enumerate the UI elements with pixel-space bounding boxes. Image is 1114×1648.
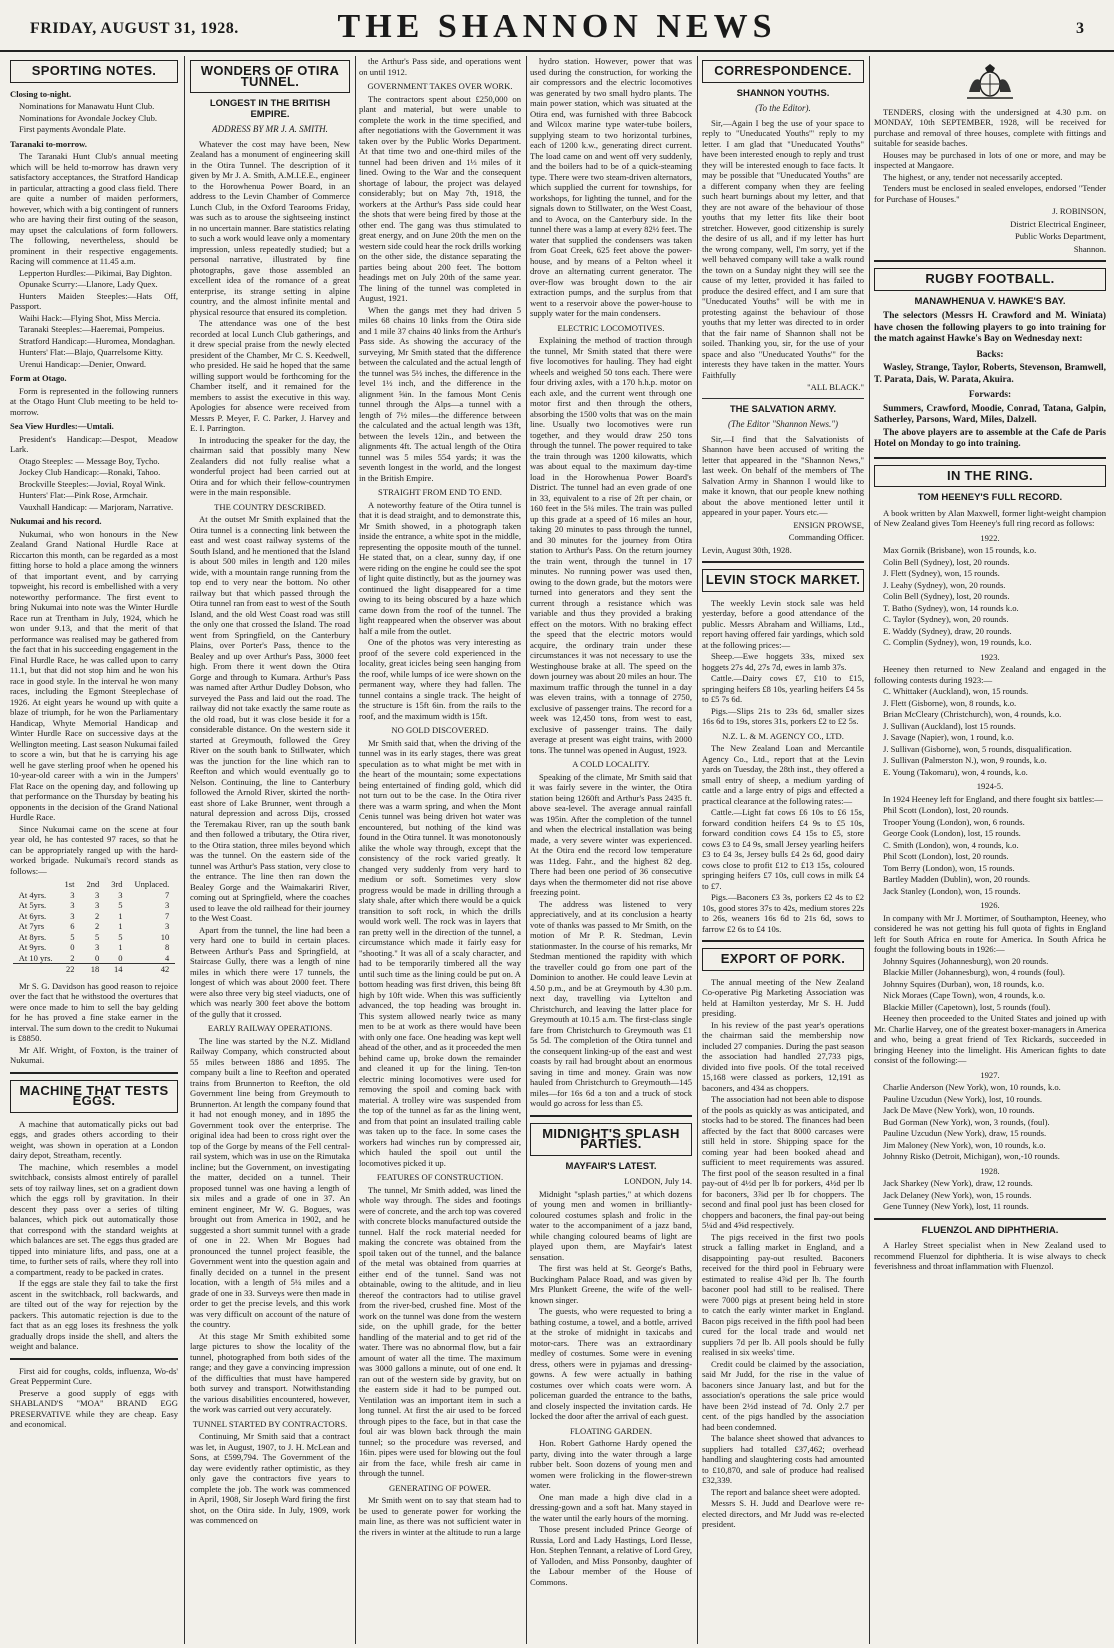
table-cell: At 10 yrs. bbox=[18, 952, 53, 963]
paragraph: ELECTRIC LOCOMOTIVES. bbox=[557, 322, 665, 333]
ensign-signature: ENSIGN PROWSE, bbox=[793, 519, 864, 530]
table-cell: 7 bbox=[164, 889, 170, 900]
otira-subheading: LONGEST IN THE BRITISH EMPIRE. bbox=[209, 98, 331, 120]
paragraph: The machine, which resembles a model switchback, consists almost entirely of parallel sets of toy railway lines, set on a gradient down which the eggs roll by gravitation. In their descent they pass over a series of tilting balances, which pick out automatically those that correspond with the standard weights at which balances are set. The eggs thus graded are tipped into miniature lifts, and pass, one at a time, to further sets of rails, where they roll into a compartment, ready to be packed in crates. bbox=[10, 1161, 178, 1277]
paragraph: J. Savage (Napier), won, 1 round, k.o. bbox=[883, 732, 1014, 742]
paragraph: 1928. bbox=[980, 1165, 1000, 1176]
table-cell: 3 bbox=[70, 889, 75, 900]
paragraph: 1922. bbox=[980, 532, 1000, 543]
table-cell: 1 bbox=[118, 942, 123, 952]
paragraph: Colin Bell (Sydney), lost, 20 rounds. bbox=[883, 556, 1010, 567]
otira-byline: ADDRESS BY MR J. A. SMITH. bbox=[212, 124, 328, 134]
paragraph: Shannon. bbox=[1073, 243, 1106, 254]
table-cell: 1 bbox=[118, 921, 123, 931]
paragraph: The contractors spent about £250,000 on plant and material, but were unable to complete the work in the time specified, and after negotiations with the Government it was taken over by the Public Works Department. At that time two and one-third miles of the tunnel had been driven and 1⅓ miles of it lined. Owing to the War and the consequent shortage of labour, the project was delayed considerably; but on May 7th, 1918, the workers at the Arthur's Pass side could hear the shots that were being fired by those at the other end. The gang was thus stimulated to great energy, and on June 20th the men on the western side could hear the rock drills working on the other side, the distance separating the parties being about 200 feet. The bottom headings met on July 20th of the same year. The lining of the tunnel was completed in August, 1921. bbox=[359, 93, 521, 303]
paragraph: Apart from the tunnel, the line had been a very hard one to build in certain places. Between Arthur's Pass and Springfield, at Staircase Gully, there was a length of nine miles in which there were 17 tunnels, the longest of which was about 2000 feet. There were also three very big steel viaducts, one of which was nearly 300 feet above the bottom of the gully that it crossed. bbox=[190, 924, 350, 1019]
paragraph: The New Zealand Loan and Mercantile Agency Co., Ltd., report that at the Levin yards on Tuesday, the 28th inst., they offered a small entry of sheep, a medium yarding of cattle and a large entry of pigs and effected a practical clearance at the following rates:— bbox=[702, 743, 864, 806]
paragraph: Hunters' Flat:—Pink Rose, Armchair. bbox=[19, 490, 148, 500]
divider bbox=[10, 1358, 178, 1360]
paragraph: The selectors (Messrs H. Crawford and M. Winiata) have chosen the following players to go into training for the match against Hawke's Bay on Wednesday next: bbox=[874, 311, 1106, 344]
paragraph: Midnight "splash parties," at which dozens of young men and women in brilliantly-coloured costumes splash and frolic in the water to the accompaniment of a jazz band, while changing coloured beams of light are played upon them, are Mayfair's latest sensation. bbox=[530, 1188, 692, 1262]
egg-machine-body bbox=[10, 1119, 178, 1352]
paragraph: Explaining the method of traction through the tunnel, Mr Smith stated that there were five locomotives for hauling. They had eight wheels and weighed 50 tons each. There were four driving axles, with a 170 h.h.p. motor on each axle, and the current went through one motor first and then through the others, absorbing the 1500 volts that was on the main line. Usually two locomotives were run together, and they would draw 250 tons through the tunnel. The power required to take the train through was 1200 kilowatts, which was about equal to the maximum day-time load in the Horowhenua Power Board's District. The tunnel had an even grade of one in 33, equivalent to a rise of 2ft per chain, or 160 feet in the 5¼ miles. The train was pulled up this grade at a speed of 16 miles an hour, taking 20 minutes to pass through the tunnel, and 30 minutes for the journey from Otira station to Arthur's Pass. On the return journey the train went, through the tunnel in 17 minutes. No running power was used then, owing to the down grade, but the motors were turned into generators and they sent the current through a resistance which was variable and thus they provided a braking effect on the motors. With no braking effect the speed that the electric motors would acquire, the ordinary train under these circumstances it was not necessary to use the Westinghouse brake at all. The speed on the down journey was about 20 miles an hour. The maximum traffic through the tunnel in a day was eleven trains, with a tonnage of 2750, exclusive of passenger trains. The record for a week was 12,450 tons, from west to east, exclusive of passenger trains. The daily average at present was eight trains, with 2000 tons. The tunnel was opened in August, 1923. bbox=[530, 335, 692, 755]
paragraph: The above players are to assemble at the Cafe de Paris Hotel on Monday to go into training. bbox=[874, 427, 1106, 449]
paragraph: Trooper Young (London), won, 6 rounds. bbox=[883, 816, 1025, 827]
table-header-row bbox=[13, 879, 175, 890]
divider bbox=[530, 1115, 692, 1117]
paragraph: Lepperton Hurdles:—Pikimai, Bay Dighton. bbox=[19, 267, 172, 278]
paragraph: Bud Gorman (New York), won, 3 rounds, (foul). bbox=[883, 1116, 1050, 1127]
table-cell: 3 bbox=[164, 900, 170, 910]
column-6 bbox=[874, 56, 1106, 1644]
ensign-title: Commanding Officer. bbox=[788, 532, 864, 542]
table-cell: 2 bbox=[94, 910, 100, 921]
table-row bbox=[13, 942, 175, 953]
paragraph: J. Leahy (Sydney), won, 20 rounds. bbox=[883, 579, 1006, 590]
paragraph: Heeney then returned to New Zealand and engaged in the following contests during 1923:— bbox=[874, 664, 1106, 685]
paragraph: The report and balance sheet were adopted. bbox=[711, 1486, 861, 1497]
export-pork-heading: EXPORT OF PORK. bbox=[702, 948, 864, 971]
column-2 bbox=[190, 56, 350, 1644]
table-cell: 4 bbox=[164, 952, 170, 963]
paragraph: GENERATING OF POWER. bbox=[389, 1482, 491, 1493]
paragraph: Opunake Scurry:—Llanore, Lady Quex. bbox=[19, 279, 158, 289]
paragraph: Blackie Miller (Johannesburg), won, 4 rounds (foul). bbox=[883, 967, 1065, 977]
paragraph: FEATURES OF CONSTRUCTION. bbox=[376, 1172, 504, 1182]
divider bbox=[874, 457, 1106, 459]
paragraph: Charlie Anderson (New York), won, 10 rounds, k.o. bbox=[883, 1082, 1061, 1092]
paragraph: President's Handicap:—Despot, Meadow Lark. bbox=[10, 433, 178, 454]
paragraph: C. Whittaker (Auckland), won, 15 rounds. bbox=[883, 686, 1029, 696]
table-cell: 2 bbox=[94, 921, 100, 931]
nukumai-record-table bbox=[13, 879, 175, 975]
paragraph: In company with Mr J. Mortimer, of Southampton, Heeney, who considered he was not getting his full quota of fights in England left for South Africa en route for America. In South Africa he fought the following bouts in 1926:— bbox=[874, 912, 1106, 954]
paragraph: Taranaki to-morrow. bbox=[10, 138, 87, 149]
table-cell: 22 bbox=[59, 964, 81, 975]
paragraph: Mr S. G. Davidson has good reason to rejoice over the fact that he withstood the overtures that were once made to him to sell the bay gelding for he has proved a fine stake earner in the interval. The sum down to the credit to Nukumai is £8850. bbox=[10, 980, 178, 1043]
royal-coat-of-arms-icon bbox=[874, 62, 1106, 105]
paragraph: District Electrical Engineer, bbox=[1010, 218, 1106, 229]
paragraph: Preserve a good supply of eggs with SHABLAND'S "MOA" BRAND EGG PRESERVATIVE while they are cheap. Easy and economical. bbox=[10, 1387, 178, 1429]
paragraph: TUNNEL STARTED BY CONTRACTORS. bbox=[192, 1418, 348, 1429]
table-cell: 8 bbox=[164, 942, 170, 952]
paragraph: First payments Avondale Plate. bbox=[19, 124, 126, 134]
paragraph: The address was listened to very appreciatively, and at its conclusion a hearty vote of thanks was passed to Mr Smith, on the motion of Mr P. R. Stedman, Levin stationmaster. In the course of his remarks, Mr Stedman mentioned the rapidity with which the traveller could go from one part of the Dominion to another. He could leave Levin at 4.50 p.m., and be at Greymouth by 4.30 p.m. next day, travelling via Lyttelton and Christchurch, and leaving the latter place for Greymouth at 10.15 a.m. The first-class single fare from Christchurch to Greymouth was £1 5s 5d. The completion of the Otira tunnel and the consequent linking-up of the east and west coasts by rail had brought about an enormous saving in time and money. Grain was now hauled from Christchurch to Greymouth—145 miles—for 16s 6d a ton and a truck of stock would go across for less than £5. bbox=[530, 898, 692, 1108]
table-cell: 1 bbox=[118, 910, 123, 921]
paragraph: N.Z. L. & M. AGENCY CO., LTD. bbox=[722, 730, 844, 741]
issue-date: FRIDAY, AUGUST 31, 1928. bbox=[30, 20, 239, 37]
paragraph: Mr Smith said that, when the driving of the tunnel was in its early stages, there was great speculation as to what might be met with in the heart of the mountain; some expectations being entertained of finding gold, which did not turn out to be the case. In the Otira river there was a warm spring, and when the Mont Cenis tunnel was being driven hot water was encountered, but nothing of the kind was found in the Otira tunnel. It was monotonously alike the whole way through, except that the consistency of the rock varied greatly. It changed very suddenly from very hard to medium or soft. Sometimes very slow progress would be made in drilling through a slaty shale, after which there would be a quick transition to soft rock, in which the drills would work well. The rock was in layers that ran pretty well in the direction of the tunnel, a circumstance which made it fairly easy for "shooting." It was all of a scaly character, and had to be temporarily timbered all the way until such time as the lining could be put on. A bottom heading was first driven, this being 8ft high by 10ft wide. When this was sufficiently advanced, the top heading was brought in. This system allowed nearly twice as many men to be at work as there would have been with only one face. One heading was kept well ahead of the other, and as it proceeded the men behind came up, broke down the remainder and cleaned it up for the lining. Ten-ton electric mining locomotives were used for removing the spoil and coming back with material. A trolley wire was suspended from the top of the tunnel as far as the lining went, and from that point an insulated trailing cable was taken up to the face. In some cases the workers had winches run by compressed air, which hauled the spoil out until the locomotives picked it up. bbox=[359, 737, 521, 1168]
table-cell: At 8yrs. bbox=[18, 931, 47, 942]
paragraph: A machine that automatically picks out bad eggs, and grades others according to their weight, was shown in operation at a London dairy depot, Streatham, recently. bbox=[10, 1118, 178, 1160]
table-cell: 6 bbox=[70, 921, 75, 931]
paragraph: Pauline Uzcudun (New York), lost, 10 rounds. bbox=[883, 1093, 1042, 1104]
divider bbox=[10, 1072, 178, 1074]
paragraph: The first was held at St. George's Baths, Buckingham Palace Road, and was given by Mrs Plunkett Greene, the wife of the well-known singer. bbox=[530, 1263, 692, 1305]
paragraph: Sir,—I find that the Salvationists of Shannon have been accused of writing the letter that appeared in the "Shannon News," last week. On behalf of the members of The Salvation Army in Shannon I would like to make it known, that our people knew nothing about the above mentioned letter until it appeared in your paper. Yours etc.— bbox=[702, 433, 864, 517]
paragraph: Waihi Hack:—Flying Shot, Miss Mercia. bbox=[19, 312, 161, 323]
paragraph: The highest, or any, tender not necessarily accepted. bbox=[883, 171, 1063, 182]
paragraph: Jockey Club Handicap:—Ronaki, Tahoo. bbox=[19, 467, 161, 477]
page-number: 3 bbox=[1076, 20, 1084, 37]
paragraph: J. Flett (Gisborne), won, 8 rounds, k.o. bbox=[883, 697, 1017, 708]
paragraph: George Cook (London), lost, 15 rounds. bbox=[883, 828, 1021, 838]
paragraph: A COLD LOCALITY. bbox=[572, 759, 650, 769]
paragraph: Colin Bell (Sydney), lost, 20 rounds. bbox=[883, 591, 1010, 601]
paragraph: Sheep.—Ewe hoggets 33s, mixed sex hoggets 27s 4d, 27s 7d, ewes in lamb 37s. bbox=[702, 651, 864, 672]
paragraph: J. Sullivan (Palmerston N.), won, 9 rounds, k.o. bbox=[883, 755, 1047, 765]
column-rule bbox=[869, 56, 870, 1644]
fluenzol-heading: FLUENZOL AND DIPHTHERIA. bbox=[921, 1224, 1059, 1236]
table-cell: 3 bbox=[164, 921, 170, 931]
table-cell: At 5yrs. bbox=[18, 900, 47, 910]
paragraph: 1926. bbox=[980, 900, 1000, 910]
otira-final-body bbox=[530, 56, 692, 1109]
column-3 bbox=[359, 56, 521, 1644]
otira-tunnel-heading: WONDERS OF OTIRA TUNNEL. bbox=[190, 60, 350, 93]
table-cell: 3 bbox=[70, 900, 75, 910]
splash-dateline: LONDON, July 14. bbox=[624, 1176, 692, 1186]
paragraph: Vauxhall Handicap: — Marjoram, Narrative. bbox=[19, 501, 174, 512]
paragraph: One man made a high dive clad in a dressing-gown and a soft hat. Many stayed in the water until the early hours of the morning. bbox=[530, 1491, 692, 1523]
paragraph: Nukumai, who won honours in the New Zealand Grand National Hurdle Race at Riccarton this month, can be regarded as a most fitting horse to hold a place among the winners of that important event, and by carrying topweight, his record is embellished with a very noteworthy performance. The first event to bring Nukumai into note was the Winter Hurdle Race run at Trentham in July, 1924, which he won under 9.13, and that the merit of that performance was realised may be gathered from the fact that in his succeeding engagement in the Final Hurdle Race, he was called upon to carry 11.1, but that did not stop him and he won his race in good style. In the interval he won many races, including the Egmont Steeplechase of 1926. At eight years he wound up with quite a blaze of triumph, for he won the Parliamentary Handicap, Whyte Memorial Handicap and Winter Hurdle Race on successive days at the Wellington meeting. Last season Nukumai failed to score a win, but that he is carrying his age well he gave sterling proof when he opened his 10-year-old career with a win in the Jumpers' Flat Race on the opening day, and following up that performance on the Thursday by beating his opponents in the decision of the Grand National Hurdle Race. bbox=[10, 528, 178, 822]
paragraph: Sea View Hurdles:—Umtali. bbox=[10, 421, 114, 431]
table-cell: At 4yrs. bbox=[18, 889, 47, 900]
paragraph: Closing to-night. bbox=[10, 88, 72, 99]
paragraph: The annual meeting of the New Zealand Co-operative Pig Marketing Association was held at Hamilton yesterday, Mr S. H. Judd presiding. bbox=[702, 976, 864, 1018]
paragraph: C. Complin (Sydney), won, 19 rounds, k.o. bbox=[883, 637, 1032, 647]
column-rule bbox=[526, 56, 527, 1644]
paragraph: Gene Tunney (New York), lost, 11 rounds. bbox=[883, 1201, 1029, 1211]
paragraph: J. Sullivan (Auckland), lost 15 rounds. bbox=[883, 720, 1016, 731]
paragraph: E. Waddy (Sydney), draw, 20 rounds. bbox=[883, 625, 1012, 636]
paragraph: Jack Sharkey (New York), draw, 12 rounds. bbox=[883, 1178, 1033, 1188]
paragraph: The tunnel, Mr Smith added, was lined the whole way through. The sides and footings were of concrete, and the arch top was covered with concrete blocks manufactured outside the tunnel. Half the rock material needed for making the concrete was obtained from the spoil taken out of the tunnel, and the balance of the metal was obtained from quarries at either end of the tunnel. Sand was not obtainable, owing to the altitude, and in lieu thereof the contractors had to utilise gravel from the river-bed, crushed fine. Most of the work on the tunnel was done from the western side, on the uphill grade, for the better handling of the material and to get rid of the water. There was no abnormal flow, but a fair amount of water all the time. The maximum was 3000 gallons a minute, out of one end. It ran out of the western side by gravity, but on the eastern side it had to be pumped out. Ventilation was an important item in such a long tunnel. At first the air used to be forced through pipes to the face, but in that case the foul air was blown back through the main tunnel; so the procedure was reversed, and 16in. pipes were used for blowing out the foul air from the face, while fresh air came in through the tunnel. bbox=[359, 1184, 521, 1478]
egg-machine-heading: MACHINE THAT TESTS EGGS. bbox=[10, 1080, 178, 1113]
paragraph: EARLY RAILWAY OPERATIONS. bbox=[207, 1023, 333, 1033]
paragraph: Hunters Maiden Steeples:—Hats Off, Passport. bbox=[10, 290, 178, 311]
paragraph: Pigs.—Baconers £3 3s, porkers £2 4s to £2 10s, good stores 37s to 42s, medium stores 22s to 26s, weaners 16s 6d to 21s 6d, sows to farrow £2 6s to £4 10s. bbox=[702, 892, 864, 934]
paragraph: Mr Alf. Wright, of Foxton, is the trainer of Nukumai. bbox=[10, 1044, 178, 1065]
table-cell: 0 bbox=[118, 952, 123, 963]
column-1 bbox=[10, 56, 178, 1644]
to-editor-line: (The Editor "Shannon News.") bbox=[727, 419, 839, 429]
paragraph: Summers, Crawford, Moodie, Conrad, Tatana, Galpin, Satherley, Parsons, Ward, Miles, Dalzell. bbox=[874, 403, 1106, 425]
paragraph: STRAIGHT FROM END TO END. bbox=[378, 487, 502, 497]
paragraph: Form at Otago. bbox=[10, 373, 67, 383]
table-cell: 3rd bbox=[111, 879, 123, 889]
divider bbox=[702, 561, 864, 563]
table-cell: 3 bbox=[94, 889, 100, 900]
paragraph: One of the photos was very interesting as proof of the severe cold experienced in the locality, great icicles being seen hanging from the roof, while lumps of ice were shown on the permanent way, where they had fallen. The tunnel contains a single track. The height of the structure is 15ft 6in. from the rails to the roof, and the maximum width is 15ft. bbox=[359, 637, 521, 721]
paragraph: THE COUNTRY DESCRIBED. bbox=[214, 501, 326, 512]
masthead bbox=[0, 0, 1114, 52]
levin-stock-heading: LEVIN STOCK MARKET. bbox=[702, 569, 864, 592]
tender-signature bbox=[874, 206, 1106, 254]
splash-parties-heading: MIDNIGHT'S SPLASH PARTIES. bbox=[530, 1123, 692, 1156]
paragraph: Whatever the cost may have been, New Zealand has a monument of engineering skill in the Otira Tunnel. The description of it given by Mr J. A. Smith, A.M.I.E.E., engineer to the Horowhenua Power Board, in an address to the Levin Chamber of Commerce Lunch Club, in the Oxford Tearooms Friday, was such as to arouse the sightseeing instinct in no uncertain manner. Bare statistics relating to such a work would leave only a momentary impression, unless repeatedly studied; but a personal narrative, illustrated by fine photographs, gave those assembled an excellent idea of the romance of a great enterprise, its strange setting in alpine country, and the almost infinite mental and physical resource that ensured its completion. bbox=[190, 138, 350, 317]
paragraph: Hunters' Flat:—Blajo, Quarrelsome Kitty. bbox=[19, 347, 163, 357]
column-rule bbox=[697, 56, 698, 1644]
paragraph: Cattle.—Light fat cows £6 10s to £6 15s, forward condition heifers £4 9s to £5 10s, forward condition cows £4 15s to £5, store cows £3 to £4 9s, small Jersey yearling heifers £3 to £4 3s, Jersey bulls £4 2s 6d, good dairy cows close to profit £12 to £13 15s, coloured springing heifers £7 10s, cull cows in milk £4 to £7. bbox=[702, 807, 864, 891]
paragraph: Blackie Miller (Capetown), lost, 5 rounds (foul). bbox=[883, 1001, 1051, 1012]
paragraph: Backs: bbox=[976, 349, 1004, 360]
table-row bbox=[13, 900, 175, 911]
tenders-notice bbox=[874, 107, 1106, 205]
paragraph: FLOATING GARDEN. bbox=[569, 1425, 653, 1436]
table-cell: 18 bbox=[80, 964, 105, 975]
paragraph: Those present included Prince George of Russia, Lord and Lady Hastings, Lord Ilesse, Hon. Stephen Tennant, a relative of Lord Grey, of Yalloden, and Miss Ponsonby, daughter of the Labour member of the House of Commons. bbox=[530, 1524, 692, 1587]
paragraph: Pigs.—Slips 21s to 23s 6d, smaller sizes 16s 6d to 19s, stores 31s, porkers £2 to £2 5s. bbox=[702, 705, 864, 726]
column-4 bbox=[530, 56, 692, 1644]
paragraph: Max Gornik (Brisbane), won 15 rounds, k.o. bbox=[883, 545, 1037, 555]
salvation-army-subheading: THE SALVATION ARMY. bbox=[729, 403, 837, 415]
levin-stock-body bbox=[702, 598, 864, 935]
fluenzol-body bbox=[874, 1240, 1106, 1272]
table-cell: 0 bbox=[94, 952, 100, 963]
paragraph: TENDERS, closing with the undersigned at 4.30 p.m. on MONDAY, 10th SEPTEMBER, 1928, will be received for purchase and removal of three houses, complete with fittings and suitable for seaside baches. bbox=[874, 106, 1106, 148]
table-cell: 14 bbox=[105, 964, 128, 975]
paragraph: Houses may be purchased in lots of one or more, and may be inspected at Mangaore. bbox=[874, 149, 1106, 170]
paragraph: The line was started by the N.Z. Midland Railway Company, which constructed about 55 miles between 1886 and 1895. The company built a line to Reefton and operated trains from Brunnerton to Reefton, the old Government line being from Greymouth to Brunnerton. At length the company found that it had not enough money, and in 1895 the Government took over the enterprise. The original idea had been to cross right over the top of the Gorge by means of the Fell central-rail system, which was in use on the Rimutaka incline; but the Government, on investigating the matter, decided on a tunnel. Their proposed tunnel was one having a length of six miles and a grade of one in 37. An eminent engineer, Mr W. G. Bogues, was brought out from America in 1902, and he suggested a short summit tunnel with a grade of one in 22. When Mr Bogues had pronounced the tunnel project feasible, the Government went into the question again and finally decided on a tunnel in the present location, with a length of 5¼ miles and a grade of one in 33. Surveys were then made in order to get the precise levels, and this work was very difficult on account of the nature of the country. bbox=[190, 1035, 350, 1329]
heeney-record-subheading: TOM HEENEY'S FULL RECORD. bbox=[917, 492, 1063, 503]
paragraph: Otago Steeples: — Message Boy, Tycho. bbox=[19, 455, 160, 466]
paragraph: Speaking of the climate, Mr Smith said that it was fairly severe in the winter, the Otira station being 1260ft and Arthur's Pass 2435 ft. above sea-level. The average annual rainfall was 195in. After the completion of the tunnel and when the electrical installation was being made, a very severe winter was experienced. At the Otira end the record low temperature was 11deg. Fahr., and the highest 82 deg. There had been one period of 36 consecutive days when the thermometer did not rise above freezing point. bbox=[530, 771, 692, 897]
paragraph: C. Taylor (Sydney), won, 20 rounds. bbox=[883, 614, 1009, 624]
rugby-subheading: MANAWHENUA V. HAWKE'S BAY. bbox=[914, 295, 1066, 307]
table-cell: 3 bbox=[94, 900, 100, 910]
export-pork-body bbox=[702, 977, 864, 1530]
paragraph: Bartley Madden (Dublin), won, 20 rounds. bbox=[883, 874, 1031, 884]
table-cell: 5 bbox=[118, 900, 123, 910]
heeney-record-body bbox=[874, 508, 1106, 1212]
sporting-notes-heading: SPORTING NOTES. bbox=[10, 60, 178, 83]
table-cell: 1st bbox=[64, 879, 75, 889]
paragraph: Nick Moraes (Cape Town), won, 4 rounds, k.o. bbox=[883, 990, 1046, 1000]
sporting-notes-body bbox=[10, 89, 178, 877]
column-5 bbox=[702, 56, 864, 1644]
paragraph: The association had not been able to dispose of the pools as quickly as was anticipated, and stocks had to be stored. The finances had been affected by the fact that 8000 carcases were still held in store. Shipping space for the coming year had been booked ahead and sufficient to meet requirements was assured. The first pool of the season resulted in a final pay-out of 4½d per lb for porkers, 4½d per lb for baconers, 3⅞d per lb for choppers. The second and final pool just has been closed for choppers and baconers, the final pay-out being 5¼d and 4⅝d respectively. bbox=[702, 1094, 864, 1230]
paragraph: Johnny Squires (Johannesburg), won 20 rounds. bbox=[883, 955, 1049, 966]
newspaper-title: THE SHANNON NEWS bbox=[337, 8, 777, 45]
paragraph: J. Sullivan (Gisborne), won, 5 rounds, disqualification. bbox=[883, 743, 1072, 754]
table-cell bbox=[13, 964, 59, 975]
in-the-ring-heading: IN THE RING. bbox=[874, 465, 1106, 488]
paragraph: Form is represented in the following runners at the Otago Hunt Club meeting to be held to-morrow. bbox=[10, 385, 178, 417]
paragraph: Tom Berry (London), won, 15 rounds. bbox=[883, 862, 1015, 873]
paragraph: Jack Stanley (London), won, 15 rounds. bbox=[883, 885, 1021, 896]
paragraph: A noteworthy feature of the Otira tunnel is that it is dead straight, and to demonstrate this, Mr Smith showed, in a photograph taken inside the entrance, a white spot in the middle, representing the opposite mouth of the tunnel. He stated that, on a clear, sunny day, if one were riding on the engine he could see the spot of light quite distinctly, but as the journey was continued the light disappeared for a time owing to its being obscured by a haze which came down from the roof of the tunnel. The light reappeared when the observer was about half a mile from the outlet. bbox=[359, 499, 521, 636]
to-editor-line: (To the Editor). bbox=[755, 103, 811, 113]
letter-signature: "ALL BLACK." bbox=[807, 382, 864, 392]
paragraph: Taranaki Steeples:—Haeremai, Pompeius. bbox=[19, 324, 165, 334]
paragraph: The attendance was one of the best recorded at local Lunch Club gatherings, and it drew special praise from the newly elected president of the Chamber, Mr C. S. Keedwell, who presided. He said he hoped that the same willing support would be forthcoming for the Chamber itself, and it remained for the members to assist the executive in this way. Apologies for absence were received from Messrs P. Meyer, F. C. Parker, J. Harvey and E. I. Parrington. bbox=[190, 318, 350, 433]
table-cell: 0 bbox=[70, 942, 75, 952]
splash-subheading: MAYFAIR'S LATEST. bbox=[565, 1160, 657, 1172]
paragraph: Nukumai and his record. bbox=[10, 516, 102, 526]
paragraph: Since Nukumai came on the scene at four year old, he has contested 97 races, so that he can be appropriately ranged up with the hard-worked brigade. Nukumai's record stands as follows:— bbox=[10, 823, 178, 876]
table-cell: At 6yrs. bbox=[18, 910, 47, 921]
table-row bbox=[13, 953, 175, 964]
paragraph: hydro station. However, power that was used during the construction, for working the air compressors and the electric locomotives was generated by two small hydro plants. The main power station, which was situated at the Otira end, was furnished with three Babcock and Wilcox marine type water-tube boilers, supplying steam to two horizontal turbines, each of 1200 k.w., generating direct current. The load came on and went off very suddenly, and the boilers had to be of a quick-steaming type. There were two steam-driven alternators, which supplied the current for townships, for workshops, for lighting the tunnel, and for the signals down to Stillwater, on the West Coast, and to Avoca, on the Canterbury side. In the tunnel there was a lamp at every 82½ feet. The water that supplied the condensers was taken from Goat Creek, 625 feet above the power-house, and by means of a Pelton wheel it drove an alternating current generator. The over-flow was brought down to the air extraction pumps, and the surplus from that went to a reservoir above the power-house to supply water for the main condensers. bbox=[530, 56, 692, 318]
table-cell: At 7yrs bbox=[18, 921, 45, 931]
table-cell: 2 bbox=[70, 952, 75, 963]
paragraph: Mr Smith went on to say that steam had to be used to generate power for working the main line, as there was not sufficient water in the rivers in winter at the altitude to run a large bbox=[359, 1495, 521, 1537]
table-row bbox=[13, 890, 175, 901]
paragraph: A Harley Street specialist when in New Zealand used to recommend Fluenzol for diphtheria. It is wise always to check feverishness and throat inflammation with Fluenzol. bbox=[874, 1240, 1106, 1271]
table-cell: 10 bbox=[160, 931, 170, 942]
paragraph: GOVERNMENT TAKES OVER WORK. bbox=[367, 81, 513, 91]
paragraph: Brockville Steeples:—Jovial, Royal Wink. bbox=[19, 478, 166, 489]
paragraph: Sir,—Again I beg the use of your space to reply to "Uneducated Youths'" reply to my letter. I am glad that "Uneducated Youths" have been interested enough to reply and trust they will be interested enough to face facts. It may be possible that "Uneducated Youths" are a different company when they are feeling such heart burnings about my letter, and that they are not aware of the behaviour of those youths that my letter fits like their boot stretcher. However, good citizenship is surely the desire of us all, and if my letter has hurt the wrong company, well, I'm sorry, yet if the well behaved company will take a walk round the town on a Sunday night they will see the cause of my letter, provided it has failed to produce the desired effect, and I am sure that "Uneducated Youths" will be with me in protesting against the behaviour of those youths that my letter was directed to in order that the fair name of Shannon shall not be soiled. Thanking you, sir, for the use of your space and also "Uneducated Youths'" for the interests they have taken in the matter. Yours Faithfully bbox=[702, 117, 864, 380]
paragraph: Nominations for Avondale Jockey Club. bbox=[19, 112, 158, 123]
paragraph: Johnny Squires (Durban), won, 18 rounds, k.o. bbox=[883, 978, 1045, 989]
column-rule bbox=[184, 56, 185, 1644]
table-cell: 2nd bbox=[86, 879, 100, 889]
paragraph: C. Smith (London), won, 4 rounds, k.o. bbox=[883, 839, 1019, 850]
paragraph: Nominations for Manawatu Hunt Club. bbox=[19, 101, 155, 111]
divider bbox=[702, 940, 864, 942]
paragraph: At this stage Mr Smith exhibited some large pictures to show the locality of the tunnel, photographed from both sides of the range; and they gave a convincing impression of the difficulties that must have hampered both survey and transport. Notwithstanding the various disabilities encountered, however, the work was carried out very accurately. bbox=[190, 1330, 350, 1414]
paragraph: Jack Delaney (New York), won, 15 rounds. bbox=[883, 1189, 1032, 1200]
otira-body bbox=[190, 139, 350, 1526]
letter-date: Levin, August 30th, 1928. bbox=[702, 544, 792, 555]
paragraph: Brian McCleary (Christchurch), won, 4 rounds, k.o. bbox=[883, 709, 1062, 719]
paragraph: Continuing, Mr Smith said that a contract was let, in August, 1907, to J. H. McLean and Sons, at £599,794. The Government of the day were evidently rather optimistic, as they only gave the contractors five years to complete the job. The work was commenced in April, 1908, Sir Joseph Ward firing the first shot, on the Otira side. In July, 1909, work was commenced on bbox=[190, 1431, 350, 1525]
paragraph: If the eggs are stale they fail to take the first ascent in the switchback, roll backwards, and are tilted out of the way for rejection by the packers. This automatic rejection is due to the fact that as an egg loses its freshness the yolk gradually drops inside the shell, and alters the weight and balance. bbox=[10, 1278, 178, 1351]
paragraph: Stratford Handicap:—Huromea, Mondaghan. bbox=[19, 335, 176, 346]
paragraph: Cattle.—Dairy cows £7, £10 to £15, springing heifers £8 10s, yearling heifers £4 5s to £5 7s 6d. bbox=[702, 673, 864, 704]
paragraph: Pauline Uzcudun (New York), draw, 15 rounds. bbox=[883, 1128, 1047, 1138]
paragraph: Jack De Mave (New York), won, 10 rounds. bbox=[883, 1105, 1035, 1115]
rugby-heading: RUGBY FOOTBALL. bbox=[874, 268, 1106, 291]
paragraph: A book written by Alan Maxwell, former light-weight champion of New Zealand gives Tom Heeney's full ring record as follows: bbox=[874, 507, 1106, 528]
table-cell: 3 bbox=[94, 942, 100, 952]
table-row bbox=[13, 964, 175, 975]
paragraph: E. Young (Takomaru), won, 4 rounds, k.o. bbox=[883, 766, 1028, 777]
table-cell: 5 bbox=[70, 931, 75, 942]
otira-continued-body bbox=[359, 56, 521, 1537]
column-rule bbox=[355, 56, 356, 1644]
paragraph: Tenders must be enclosed in sealed envelopes, endorsed "Tender for Purchase of Houses." bbox=[874, 183, 1106, 204]
table-cell: 5 bbox=[118, 931, 123, 942]
nukumai-notes bbox=[10, 981, 178, 1066]
paragraph: At the outset Mr Smith explained that the Otira tunnel is a connecting link between the east and west coast railway systems of the South Island, and he mentioned that the Island is about 500 miles in length and 120 miles wide, with a mountain range running from the top end to very near the bottom. No other railway but that which passed through the Otira tunnel ran from east to west of the South Island, and the old West Coast road was still the only one that crossed the Island. The road went from Springfield, on the Canterbury Plains, over Porter's Pass, thence to the Bealey and up over Arthur's Pass, 3000 feet high. From there it went down the Otira Gorge and through to Kumara. Arthur's Pass was named after Arthur Dudley Dobson, who surveyed the Pass and laid out the road. The railway did not take exactly the same route as the old road, but it was close beside it for a considerable distance. On the western side it started at Greymouth, followed the Grey River on the south bank to Stillwater, which was the junction for the line which ran to Reefton and which would eventually go to Nelson. Continuing, the line to Canterbury followed the Arnold River, skirted the north-east shore of Lake Brunner, went through a natural depression and across Dijs, crossed the Teremakau River, ran up the south bank and then followed a tributary, the Otira river, to the Otira station, three miles beyond which was the tunnel. On the eastern side of the tunnel was Arthur's Pass station, very close to the entrance. The line then ran down the Bealey Gorge and the Waimakariri River, coming out at Springfield, where the coaches used to leave the old railhead for their journey to the West Coast. bbox=[190, 514, 350, 923]
divider bbox=[702, 398, 864, 399]
paragraph: The balance sheet showed that advances to suppliers had totalled £37,462; overhead handling and slaughtering costs had amounted to £10,870, and sale of produce had realised £32,339. bbox=[702, 1433, 864, 1485]
table-cell bbox=[13, 879, 59, 890]
table-row bbox=[13, 932, 175, 943]
rugby-body bbox=[874, 311, 1106, 451]
table-row bbox=[13, 911, 175, 922]
paragraph: Hon. Robert Gathorne Hardy opened the party, diving into the water through a large rubber belt. Soon dozens of young men and women were frolicking in the flower-strewn water. bbox=[530, 1438, 692, 1490]
paragraph: Urenui Handicap:—Denier, Onward. bbox=[19, 358, 147, 369]
table-cell: Unplaced. bbox=[134, 879, 170, 889]
paragraph: Messrs S. H. Judd and Dearlove were re-elected directors, and Mr Judd was re-elected president. bbox=[702, 1498, 864, 1529]
paragraph: 1923. bbox=[980, 651, 1000, 662]
paragraph: The Taranaki Hunt Club's annual meeting which will be held to-morrow has drawn very satisfactory acceptances, the Stratford Handicap in particular, attracting a good class field. There are quite a number of maiden performers, however, which with a big contingent of runners who are having their first outing of the season, may upset the calculations of form followers. The following, nevertheless, should be prominent in their respective engagements. Racing will commence at 11.45 a.m. bbox=[10, 151, 178, 266]
table-cell: 5 bbox=[94, 931, 100, 942]
paragraph: NO GOLD DISCOVERED. bbox=[391, 725, 489, 735]
shannon-youths-subheading: SHANNON YOUTHS. bbox=[736, 87, 830, 99]
paragraph: In his review of the past year's operations the chairman said the membership now included 27 companies. During the past season the association had handled 27,733 pigs, divided into five pools. Of the total received 15,168 were classed as porkers, 12,191 as baconers, and 434 as choppers. bbox=[702, 1019, 864, 1093]
paragraph: the Arthur's Pass side, and operations went on until 1912. bbox=[359, 56, 521, 77]
paragraph: Phil Scott (London), lost, 20 rounds. bbox=[883, 851, 1009, 861]
paragraph: Forwards: bbox=[968, 390, 1012, 400]
paragraph: Credit could be claimed by the association, said Mr Judd, for the rise in the value of baconers since January last, and but for the association's operations the sale price would have been 2½d instead of 7d. Only 2.7 per cent. of the pigs handled by the association had been condemned. bbox=[702, 1358, 864, 1432]
splash-parties-body bbox=[530, 1189, 692, 1588]
paragraph: First aid for coughs, colds, influenza, Wo-ds' Great Peppermint Cure. bbox=[10, 1365, 178, 1386]
table-cell: 42 bbox=[129, 964, 176, 975]
paragraph: Jim Maloney (New York), won, 10 rounds, k.o. bbox=[883, 1139, 1046, 1150]
paragraph: The pigs received in the first two pools struck a falling market in England, and a disappointing pay-out resulted. Baconers received for the third pool in February were estimated to realise 4⅞d per lb. The fourth baconer pool had still to be realised. There were 7000 pigs at present being held in store to catch the early winter market in England. Bacon pigs received in the fifth pool had been cured for the local trade and would net suppliers 7d per lb. All pools should be fully realised in six weeks' time. bbox=[702, 1231, 864, 1357]
table-cell: 7 bbox=[164, 910, 170, 921]
divider bbox=[874, 260, 1106, 262]
paragraph: When the gangs met they had driven 5 miles 68 chains 10 links from the Otira side and 1 mile 37 chains 40 links from the Arthur's Pass side. As showing the accuracy of the surveying, Mr Smith stated that the difference between the calculated and the actual length of the tunnel was 5½ inches, the difference in the level 1½ inch, and the difference in the alignment ⅝in. In the famous Mont Cenis tunnel through the Alps—a tunnel with a length of 7½ miles—the difference between the calculated and the actual length was 13ft, between the levels 12in., and between the alignments 4ft. The actual length of the Otira tunnel was 5 miles 554 yards; it was the seventh longest in the world, and the longest in the British Empire. bbox=[359, 304, 521, 483]
paragraph: Public Works Department, bbox=[1014, 231, 1106, 241]
paragraph: The guests, who were requested to bring a bathing costume, a towel, and a bottle, arrived at the stroke of midnight in taxicabs and motor-cars. There was an extraordinary medley of costumes. Some were in evening dress, others were in pyjamas and dressing-gowns. A few were actually in bathing costumes over which coats were worn. A policeman guarded the entrance to the baths, and closely inspected the invitation cards. He locked the door after the arrival of each guest. bbox=[530, 1306, 692, 1421]
paragraph: Johnny Risko (Detroit, Michigan), won,-10 rounds. bbox=[883, 1151, 1060, 1161]
paragraph: In 1924 Heeney left for England, and there fought six battles:— bbox=[883, 793, 1103, 804]
correspondence-heading: CORRESPONDENCE. bbox=[702, 60, 864, 83]
paragraph: Wasley, Strange, Taylor, Roberts, Stevenson, Bramwell, T. Parata, Dais, W. Parata, Akuira. bbox=[874, 363, 1106, 385]
table-row bbox=[13, 921, 175, 932]
paragraph: 1927. bbox=[980, 1069, 1000, 1080]
table-cell: 3 bbox=[118, 889, 123, 900]
divider bbox=[874, 1218, 1106, 1220]
paragraph: J. Flett (Sydney), won, 15 rounds. bbox=[883, 568, 1000, 578]
paragraph: J. ROBINSON, bbox=[1052, 206, 1106, 216]
table-cell: At 9yrs. bbox=[18, 942, 47, 952]
peppermint-advert bbox=[10, 1366, 178, 1430]
paragraph: The weekly Levin stock sale was held yesterday, before a good attendance of the public. Messrs Abraham and Williams, Ltd., report having offered fair yardings, which sold at the following prices:— bbox=[702, 597, 864, 650]
table-cell: 3 bbox=[70, 910, 75, 921]
paragraph: In introducing the speaker for the day, the chairman said that possibly many New Zealanders did not fully realise what a wonderful project had been carried out at Otira and for which their fellow-countrymen were in the main responsible. bbox=[190, 434, 350, 497]
salvation-army-letter bbox=[702, 434, 864, 518]
paragraph: Heeney then proceeded to the United States and joined up with Mr. Charlie Harvey, one of the greatest boxer-managers in America and who, being a great friend of Tex Rickards, succeeded in bringing Heeney into the limelight. His American fights to date consist of the following:— bbox=[874, 1013, 1106, 1065]
paragraph: Phil Scott (London), lost, 20 rounds. bbox=[883, 805, 1009, 815]
shannon-youths-letter bbox=[702, 118, 864, 381]
paragraph: 1924-5. bbox=[976, 781, 1004, 791]
paragraph: T. Batho (Sydney), won, 14 rounds k.o. bbox=[883, 602, 1019, 613]
